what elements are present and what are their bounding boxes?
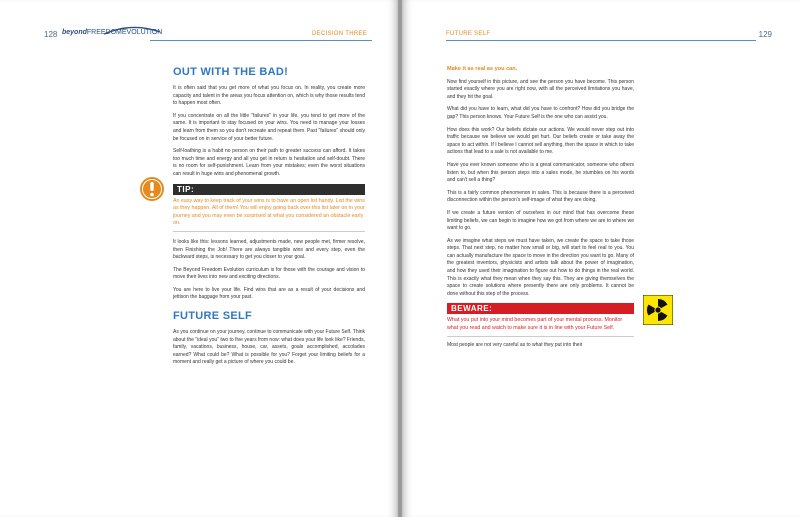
paragraph: As you continue on your journey, continue to communicate with your Future Self. Think about the "ideal you" two to five years from now: what does your life look like? Friends, family, vacations, business, house, car, assets, goals accomplished, accolades earned? What could be? What is possible for you? Forget your limiting beliefs for a moment and really get a picture of where you could be.	[173, 329, 365, 366]
paragraph: If we create a future version of ourselves in our mind that has overcome these limiting beliefs, we can begin to imagine how we got from where we are to where we want to go.	[447, 209, 634, 232]
beware-label: BEWARE:	[447, 303, 634, 314]
beware-text: What you put into your mind becomes part of your mental process. Monitor what you read and watch to make sure it is in line with your Future Self.	[447, 317, 634, 336]
page-number-left: 128	[44, 30, 58, 39]
tip-text: An easy way to keep track of your wins is to have an open list handy. List the wins as they happen. All of them! You will enjoy going back over this list later on in your journey and you may even be surprised at what you considered an obstacle early on.	[173, 198, 365, 232]
left-page-header	[0, 26, 398, 42]
paragraph: Now find yourself in this picture, and see the person you have become. This person started exactly where you are right now, with all the perceived limitations you have, and they hit the goal.	[447, 78, 634, 100]
paragraph: This is a fairly common phenomenon in sales. This is because there is a perceived disconnection within the person's self-image of what they are doing.	[447, 189, 634, 204]
section-title-left: DECISION THREE	[312, 31, 368, 37]
book-logo	[62, 29, 162, 36]
paragraph: The Beyond Freedom Evolution curriculum is for those with the courage and vision to move their lives into new and exciting directions.	[173, 266, 365, 281]
tip-box	[173, 184, 365, 232]
header-rule-right	[446, 40, 756, 41]
exclamation-circle-icon	[139, 176, 165, 202]
paragraph: How does this work? Our beliefs dictate our actions. We would never step out into traffic because we believe we would get hurt. Our beliefs create or take away the space to act within. If I believe I cannot sell anything, then the space in which to take actions that lead to a sale is not available to me.	[447, 126, 634, 156]
logo-prefix: beyond	[62, 29, 87, 36]
paragraph: Self-loathing is a habit no person on their path to greater success can afford. It takes too much time and energy and all you get in return is hesitation and self-doubt. There is no room for self-punishment. Learn from your mistakes; even the worst situations can result in huge wins and phenomenal growth.	[173, 148, 365, 177]
right-page-header	[402, 26, 800, 42]
logo-suffix: EVOLUTION	[121, 29, 163, 36]
paragraph: It is often said that you get more of what you focus on. In reality, you create more capacity and talent in the areas you focus attention on, which is why those results tend to happen most often.	[173, 85, 365, 107]
left-page	[0, 0, 398, 517]
paragraph: Have you ever known someone who is a great communicator, someone who others listen to, but when this person steps into a sales mode, he stumbles on his words and can't sell a thing?	[447, 161, 634, 184]
logo-swoosh-icon	[102, 25, 162, 35]
paragraph: Most people are not very careful as to what they put into their	[447, 341, 583, 348]
section-title-right: FUTURE SELF	[446, 31, 491, 37]
tip-label: TIP:	[173, 184, 365, 195]
right-text-column	[447, 66, 634, 354]
paragraph: What did you have to learn, what did you have to confront? How did you bridge the gap? This person knows. Your Future Self is the one who can assist you.	[447, 106, 634, 120]
left-text-column	[173, 66, 365, 372]
page-number-right: 129	[758, 30, 772, 39]
radiation-icon	[643, 295, 673, 325]
paragraph: It looks like this: lessons learned, adjustments made, new people met, firmer resolve, then Finishing the Job! There are always tangible wins and every step, even the backward steps, is necessary to get you closer to your goal.	[173, 238, 365, 261]
right-page	[402, 0, 800, 517]
heading-future-self: FUTURE SELF	[173, 310, 253, 323]
paragraph: You are here to live your life. Find wins that are as a result of your decisions and jettison the baggage from your past.	[173, 286, 365, 301]
beware-box	[447, 303, 634, 336]
header-rule-left	[150, 40, 372, 41]
subheading-make-it-real: Make it as real as you can.	[447, 66, 518, 72]
paragraph: If you concentrate on all the little "failures" in your life, you tend to get more of the same. It is important to stay focused on your wins. You need to manage your losses and learn from them so you don't recreate and repeat them. Past "failures" should only be focused on in service of your better future.	[173, 112, 365, 142]
heading-out-with-the-bad: OUT WITH THE BAD!	[173, 66, 289, 78]
paragraph: As we imagine what steps we must have taken, we create the space to take those steps. That next step, no matter how small or big, will start to feel real to you. You can actually manufacture the space to move in the direction you want to go. Many of the greatest inventors, physicists and artists talk about the power of imagination, and how they used their imagination to figure out how to do things in the real world. This is exactly what they mean when they say this. They are giving themselves the space to create solutions where presently there are only problems. It cannot be done without this step of the process.	[447, 237, 634, 297]
logo-main: FREEDOM	[86, 29, 122, 36]
